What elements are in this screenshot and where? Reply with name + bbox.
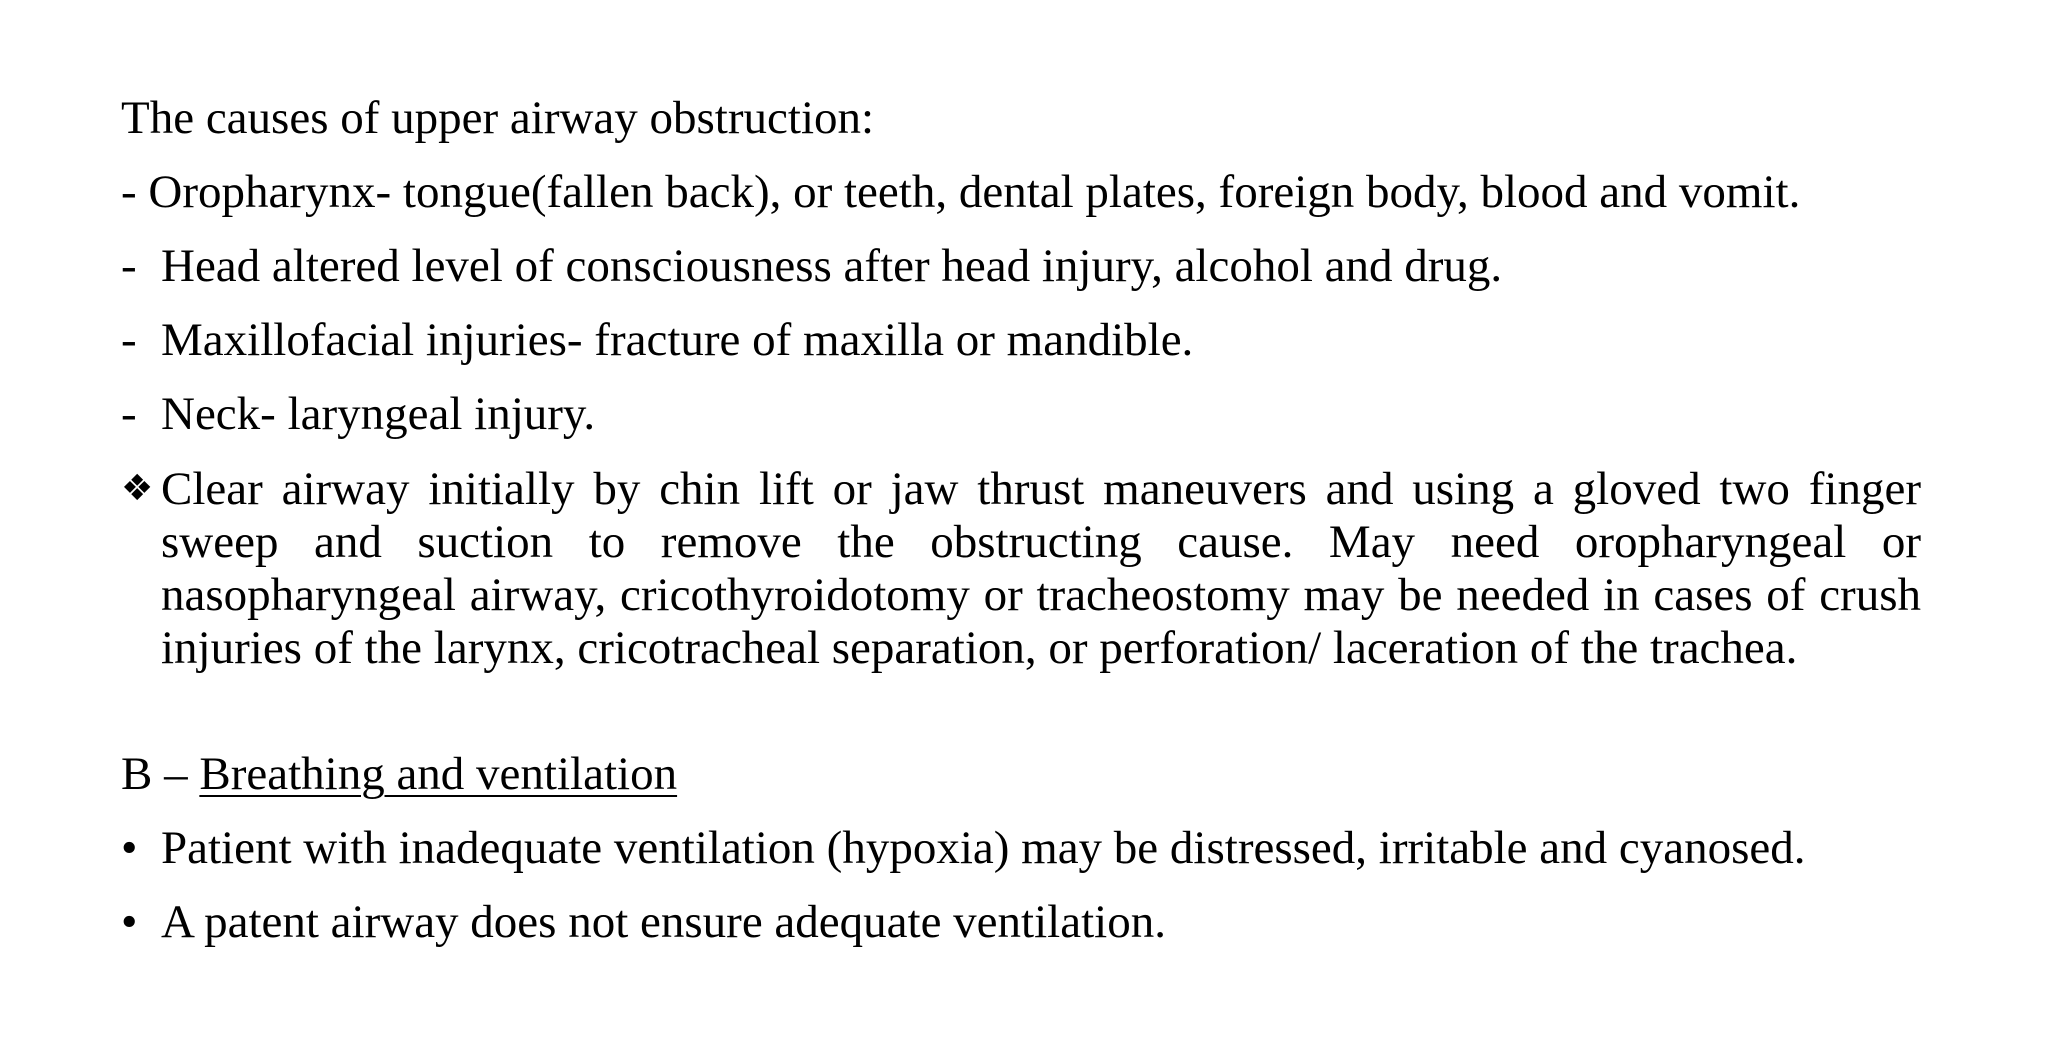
cause-item-neck: [121, 388, 1921, 440]
breathing-point-patent: [121, 896, 1921, 948]
cause-item-oropharynx: [121, 166, 1921, 218]
bullet-marker: •: [121, 896, 138, 948]
cause-text: Neck- laryngeal injury.: [161, 388, 596, 440]
intro-heading: [121, 92, 1921, 144]
section-b-prefix: B –: [121, 748, 188, 800]
cause-text: Oropharynx- tongue(fallen back), or teeth, dental plates, foreign body, blood and vomit.: [148, 166, 1801, 218]
clear-airway-text: Clear airway initially by chin lift or jaw thrust maneuvers and using a gloved two finger sweep and suction to remove the obstructing cause. May need oropharyngeal or nasopharyngeal airway, cricothyroidotomy or tracheostomy may be needed in cases of crush injuries of the larynx, cricotracheal separation, or perforation/ laceration of the trachea.: [161, 463, 1921, 674]
dash-marker: -: [121, 314, 137, 366]
dash-marker: -: [121, 166, 137, 218]
dash-marker: -: [121, 240, 137, 292]
dash-marker: -: [121, 388, 137, 440]
cause-text: Head altered level of consciousness after head injury, alcohol and drug.: [161, 240, 1503, 292]
bullet-marker: •: [121, 822, 138, 874]
section-b-heading: [121, 748, 1921, 800]
diamond-bullet-icon: ❖: [121, 468, 154, 509]
breathing-text: A patent airway does not ensure adequate ventilation.: [161, 896, 1166, 948]
cause-item-maxillofacial: [121, 314, 1921, 366]
breathing-point-inadequate: [121, 822, 1921, 874]
cause-text: Maxillofacial injuries- fracture of maxilla or mandible.: [161, 314, 1194, 366]
section-b-title: Breathing and ventilation: [199, 748, 678, 800]
clear-airway-paragraph: [121, 462, 1921, 675]
breathing-text: Patient with inadequate ventilation (hypoxia) may be distressed, irritable and cyanosed.: [161, 822, 1806, 874]
intro-text: The causes of upper airway obstruction:: [121, 92, 875, 144]
cause-item-head: [121, 240, 1921, 292]
